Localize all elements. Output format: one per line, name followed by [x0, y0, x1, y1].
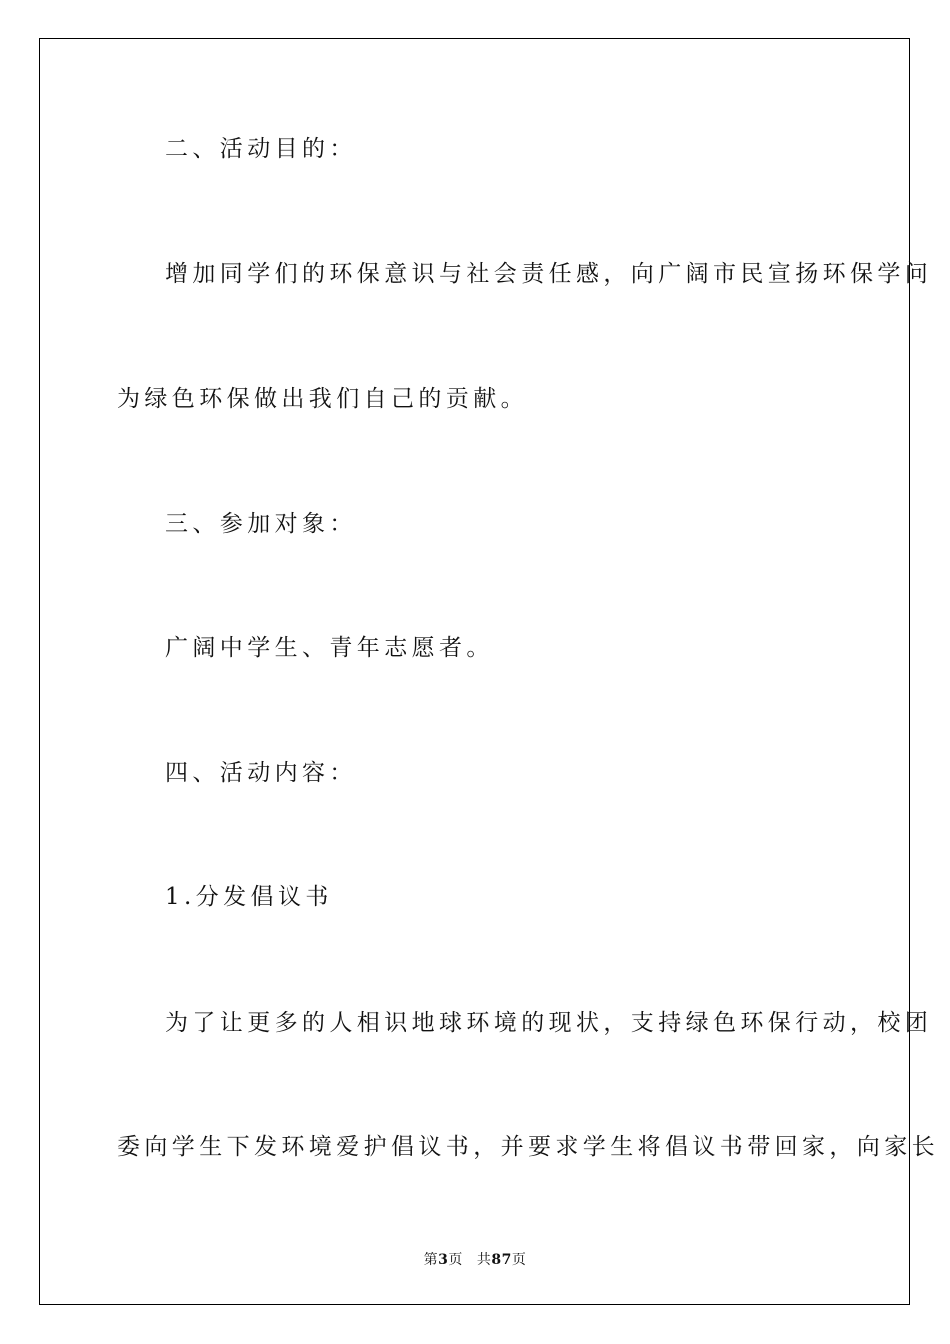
paragraph-line: 委向学生下发环境爱护倡议书，并要求学生将倡议书带回家，向家长 — [117, 1134, 939, 1160]
paragraph-line: 为绿色环保做出我们自己的贡献。 — [117, 386, 528, 412]
heading-activity-content: 四、活动内容： — [165, 760, 357, 786]
subheading-distribute-proposal: 1.分发倡议书 — [165, 884, 333, 910]
page-suffix: 页 — [448, 1252, 463, 1268]
total-pages: 87 — [491, 1252, 512, 1268]
paragraph-line: 广阔中学生、青年志愿者。 — [165, 635, 494, 661]
total-prefix: 共 — [476, 1252, 492, 1268]
paragraph-line: 增加同学们的环保意识与社会责任感，向广阔市民宣扬环保学问 — [165, 261, 933, 287]
page-number: 3 — [438, 1252, 449, 1268]
heading-activity-purpose: 二、活动目的： — [165, 136, 357, 162]
page-footer — [0, 1249, 950, 1269]
total-suffix: 页 — [511, 1252, 527, 1268]
page-prefix: 第 — [423, 1252, 439, 1268]
heading-participants: 三、参加对象： — [165, 511, 357, 537]
paragraph-line: 为了让更多的人相识地球环境的现状，支持绿色环保行动，校团 — [165, 1010, 933, 1036]
page-border — [39, 38, 910, 1305]
